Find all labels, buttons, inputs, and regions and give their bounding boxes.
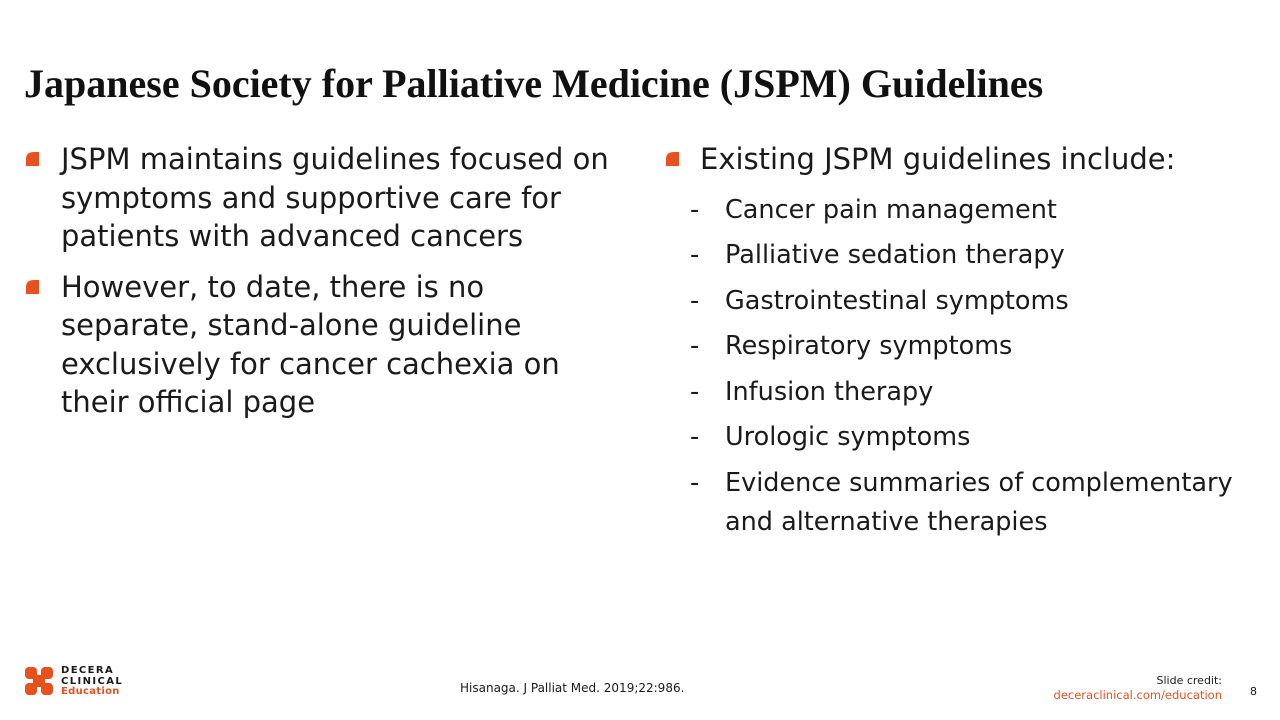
dash-marker: - xyxy=(690,194,700,225)
list-item xyxy=(664,236,1264,275)
bullet-marker-icon xyxy=(666,152,679,166)
logo-line: Education xyxy=(61,686,120,697)
bullet-marker-icon xyxy=(26,280,39,294)
list-item-text: Evidence summaries of complementary and alternative therapies xyxy=(725,467,1233,537)
list-item xyxy=(664,418,1264,457)
dash-marker: - xyxy=(690,467,700,498)
right-column xyxy=(664,140,1264,548)
list-item xyxy=(664,373,1264,412)
list-item-text: Respiratory symptoms xyxy=(725,331,1013,361)
dash-marker: - xyxy=(690,240,700,270)
bullet-item xyxy=(664,140,1264,179)
decera-logo-icon xyxy=(25,667,53,695)
left-column xyxy=(24,140,624,434)
list-item xyxy=(664,464,1264,542)
citation: Hisanaga. J Palliat Med. 2019;22:986. xyxy=(460,681,685,695)
logo-wordmark xyxy=(61,666,123,698)
list-item-text: Infusion therapy xyxy=(725,376,934,407)
bullet-text: However, to date, there is no separate, stand-alone guideline exclusively for cancer cachexia on their official page xyxy=(61,269,560,419)
dash-marker: - xyxy=(690,376,700,407)
list-item xyxy=(664,327,1264,366)
list-item-text: Urologic symptoms xyxy=(725,422,971,452)
slide-credit xyxy=(1054,674,1222,702)
list-item xyxy=(664,282,1264,321)
bullet-marker-icon xyxy=(26,152,39,166)
dash-marker: - xyxy=(690,331,700,361)
list-item-text: Gastrointestinal symptoms xyxy=(725,285,1069,316)
dash-marker: - xyxy=(690,285,700,316)
credit-link[interactable]: deceraclinical.com/education xyxy=(1053,688,1222,702)
decera-logo xyxy=(24,666,164,700)
logo-line: DECERA xyxy=(61,665,115,676)
list-item-text: Palliative sedation therapy xyxy=(725,240,1065,270)
bullet-item xyxy=(24,268,624,422)
list-item-text: Cancer pain management xyxy=(725,194,1057,225)
list-item xyxy=(664,191,1264,230)
credit-label: Slide credit: xyxy=(1156,674,1222,687)
bullet-text: JSPM maintains guidelines focused on symptoms and supportive care for patients with advanced cancers xyxy=(61,142,609,253)
page-number: 8 xyxy=(1250,685,1257,698)
bullet-text: Existing JSPM guidelines include: xyxy=(700,142,1176,176)
guideline-list xyxy=(664,191,1264,542)
slide-title: Japanese Society for Palliative Medicine (JSPM) Guidelines xyxy=(24,61,1044,106)
dash-marker: - xyxy=(690,422,700,452)
bullet-item xyxy=(24,140,624,256)
logo-line: CLINICAL xyxy=(61,675,124,687)
